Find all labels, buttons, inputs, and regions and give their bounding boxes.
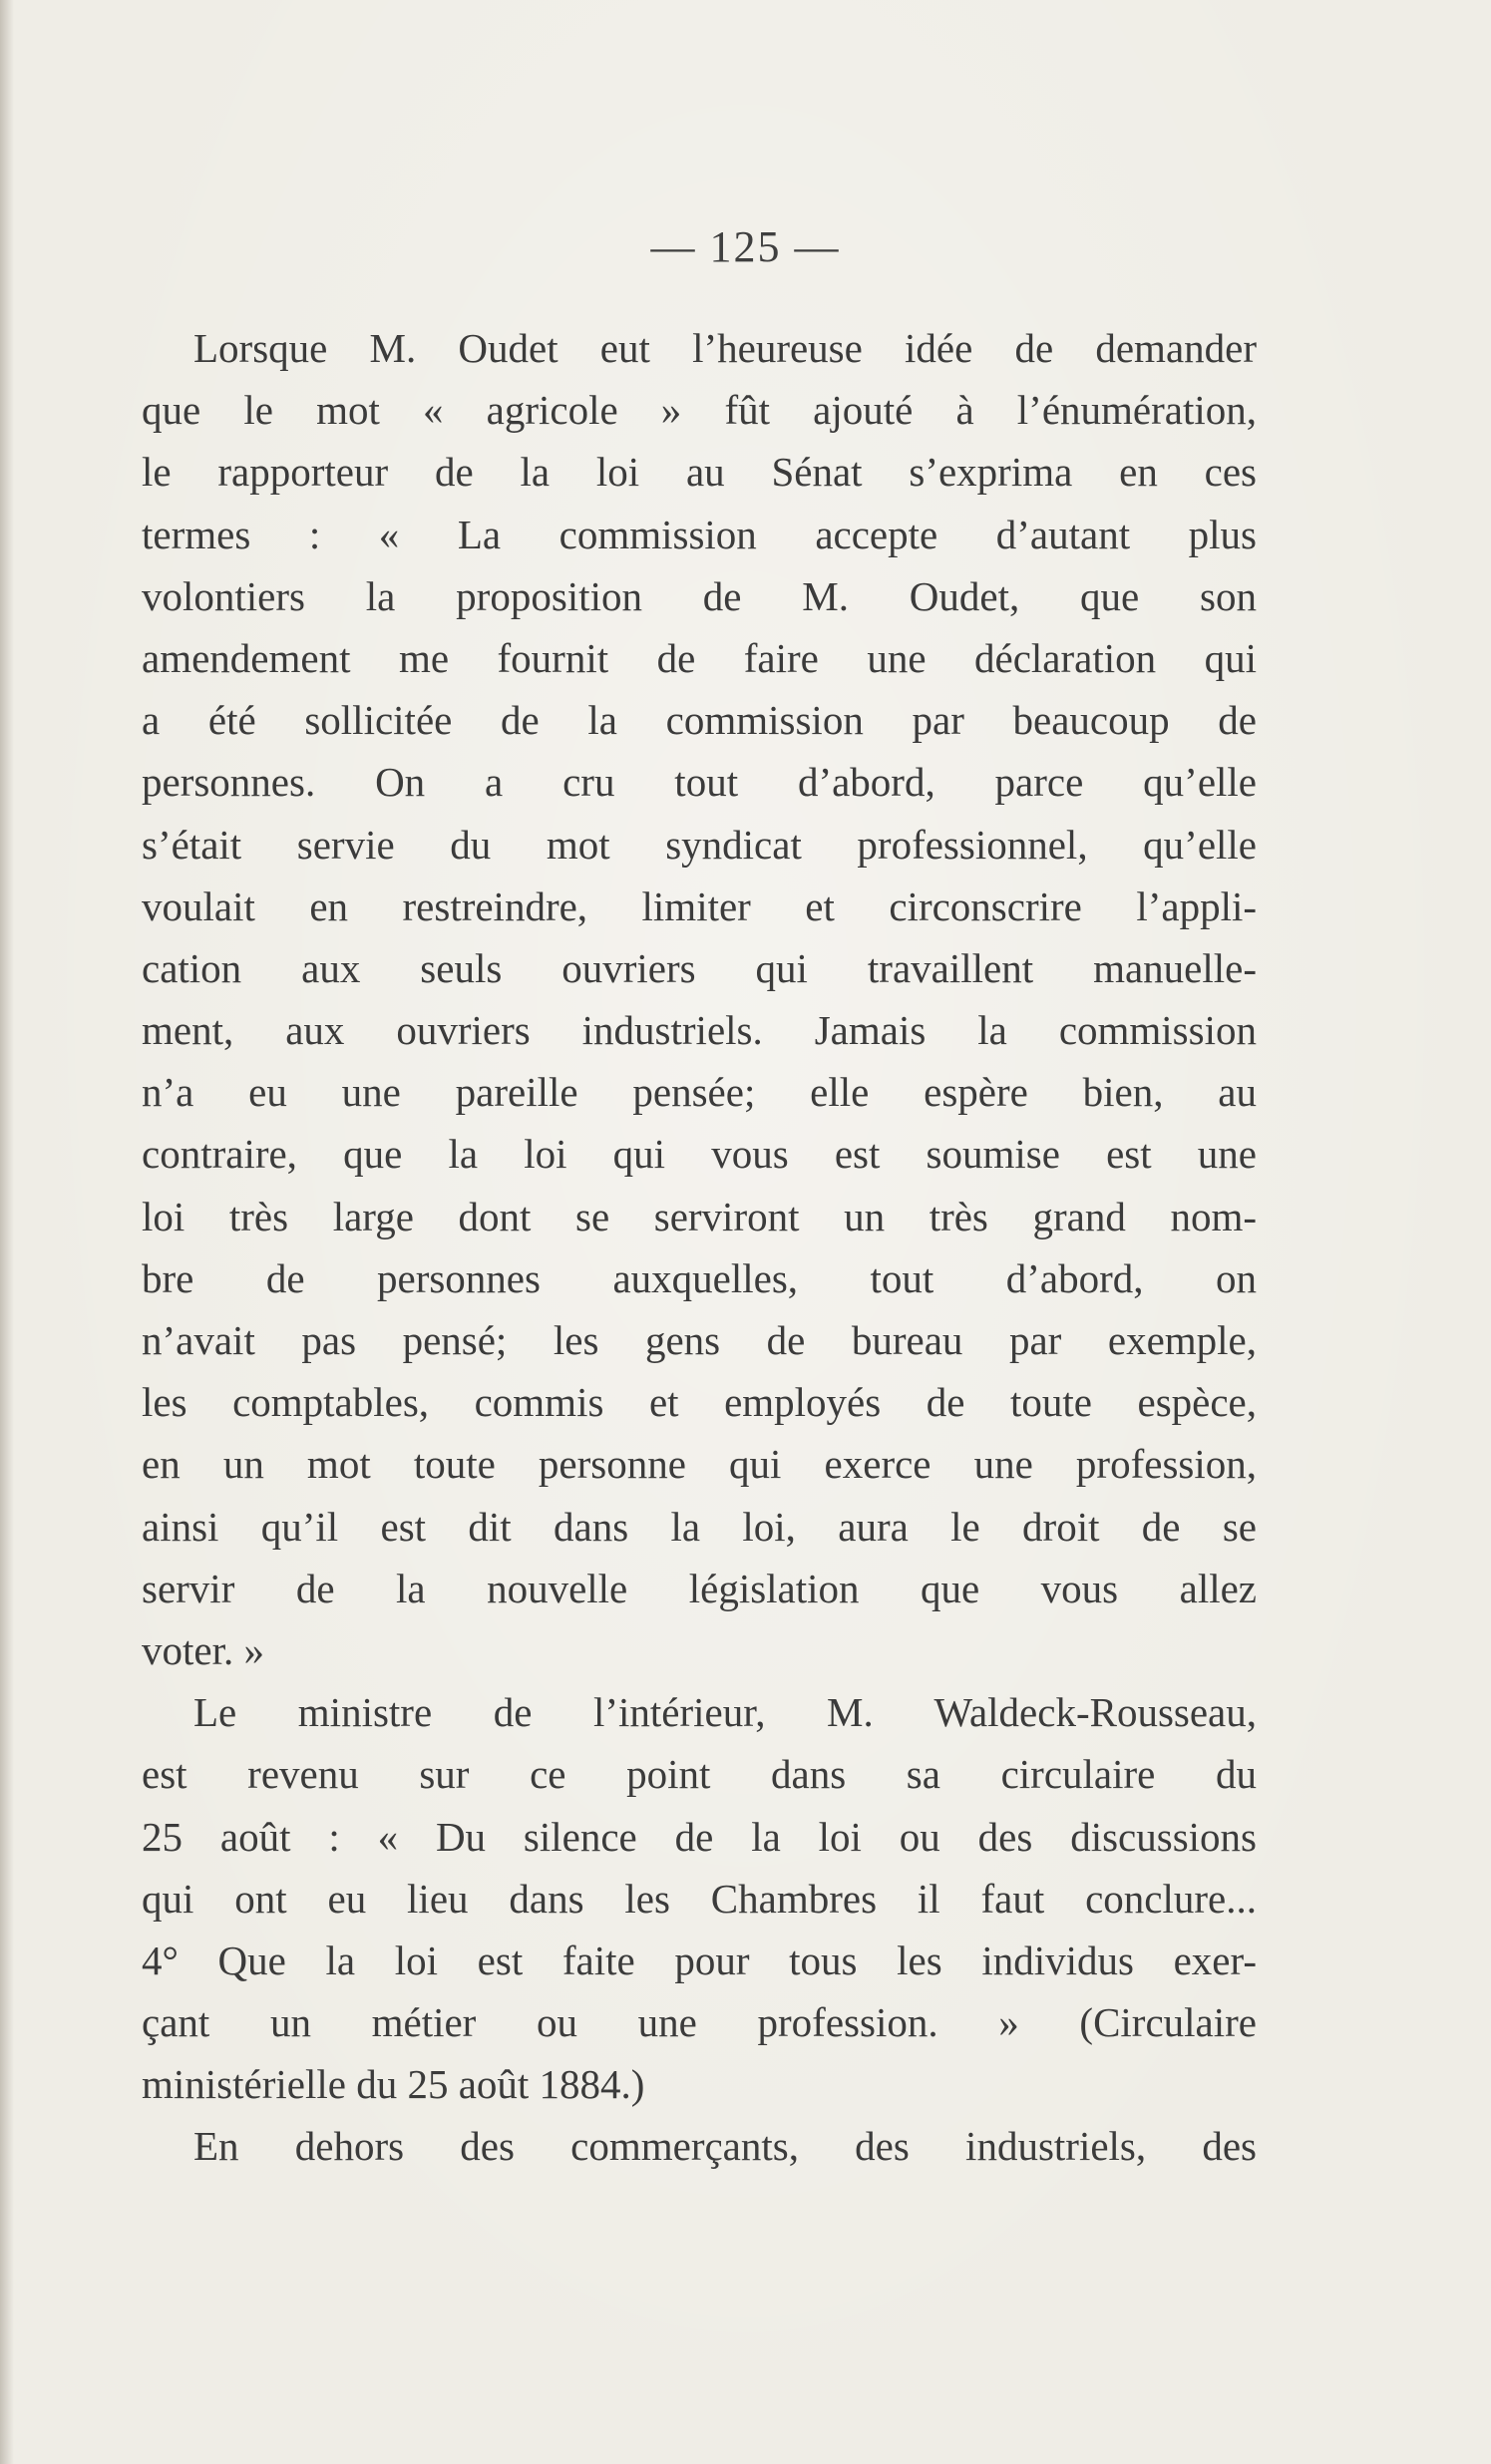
text-line: ministérielle du 25 août 1884.) bbox=[142, 2061, 645, 2108]
body-text bbox=[142, 317, 1257, 2178]
text-line: termes : « La commission accepte d’autant plus bbox=[142, 511, 1257, 557]
text-line: servir de la nouvelle législation que vous allez bbox=[142, 1565, 1257, 1611]
text-line: 25 août : « Du silence de la loi ou des discussions bbox=[142, 1813, 1257, 1860]
page-number: — 125 — bbox=[650, 222, 841, 271]
text-line: le rapporteur de la loi au Sénat s’exprima en ces bbox=[142, 449, 1257, 496]
text-line: En dehors des commerçants, des industriels, des bbox=[193, 2123, 1257, 2170]
text-line: est revenu sur ce point dans sa circulaire du bbox=[142, 1751, 1257, 1798]
text-line: n’avait pas pensé; les gens de bureau par exemple, bbox=[142, 1317, 1257, 1363]
text-line: en un mot toute personne qui exerce une profession, bbox=[142, 1441, 1257, 1488]
text-line: bre de personnes auxquelles, tout d’abord, on bbox=[142, 1254, 1257, 1301]
text-line: amendement me fournit de faire une déclaration qui bbox=[142, 634, 1257, 681]
text-line: voter. » bbox=[142, 1626, 264, 1673]
text-line: contraire, que la loi qui vous est soumise est une bbox=[142, 1131, 1257, 1178]
text-line: a été sollicitée de la commission par beaucoup de bbox=[142, 697, 1257, 744]
text-line: loi très large dont se serviront un très grand nom- bbox=[142, 1193, 1257, 1239]
text-line: qui ont eu lieu dans les Chambres il faut conclure... bbox=[142, 1875, 1257, 1922]
text-line: personnes. On a cru tout d’abord, parce qu’elle bbox=[142, 759, 1257, 806]
text-line: 4° Que la loi est faite pour tous les individus exer- bbox=[142, 1936, 1257, 1983]
text-line: n’a eu une pareille pensée; elle espère bien, au bbox=[142, 1069, 1257, 1116]
text-line: voulait en restreindre, limiter et circonscrire l’appli- bbox=[142, 882, 1257, 929]
text-line: ainsi qu’il est dit dans la loi, aura le droit de se bbox=[142, 1503, 1257, 1550]
text-line: cation aux seuls ouvriers qui travaillent manuelle- bbox=[142, 944, 1257, 991]
text-line: çant un métier ou une profession. » (Circulaire bbox=[142, 1999, 1257, 2046]
page-edge-shadow bbox=[0, 0, 14, 2464]
text-line: que le mot « agricole » fût ajouté à l’énumération, bbox=[142, 387, 1257, 434]
text-line: s’était servie du mot syndicat professionnel, qu’elle bbox=[142, 821, 1257, 868]
text-line: Lorsque M. Oudet eut l’heureuse idée de demander bbox=[193, 325, 1257, 371]
text-line: volontiers la proposition de M. Oudet, que son bbox=[142, 572, 1257, 619]
text-line: les comptables, commis et employés de toute espèce, bbox=[142, 1379, 1257, 1426]
text-line: Le ministre de l’intérieur, M. Waldeck-Rousseau, bbox=[193, 1689, 1257, 1736]
text-line: ment, aux ouvriers industriels. Jamais la commission bbox=[142, 1007, 1257, 1054]
